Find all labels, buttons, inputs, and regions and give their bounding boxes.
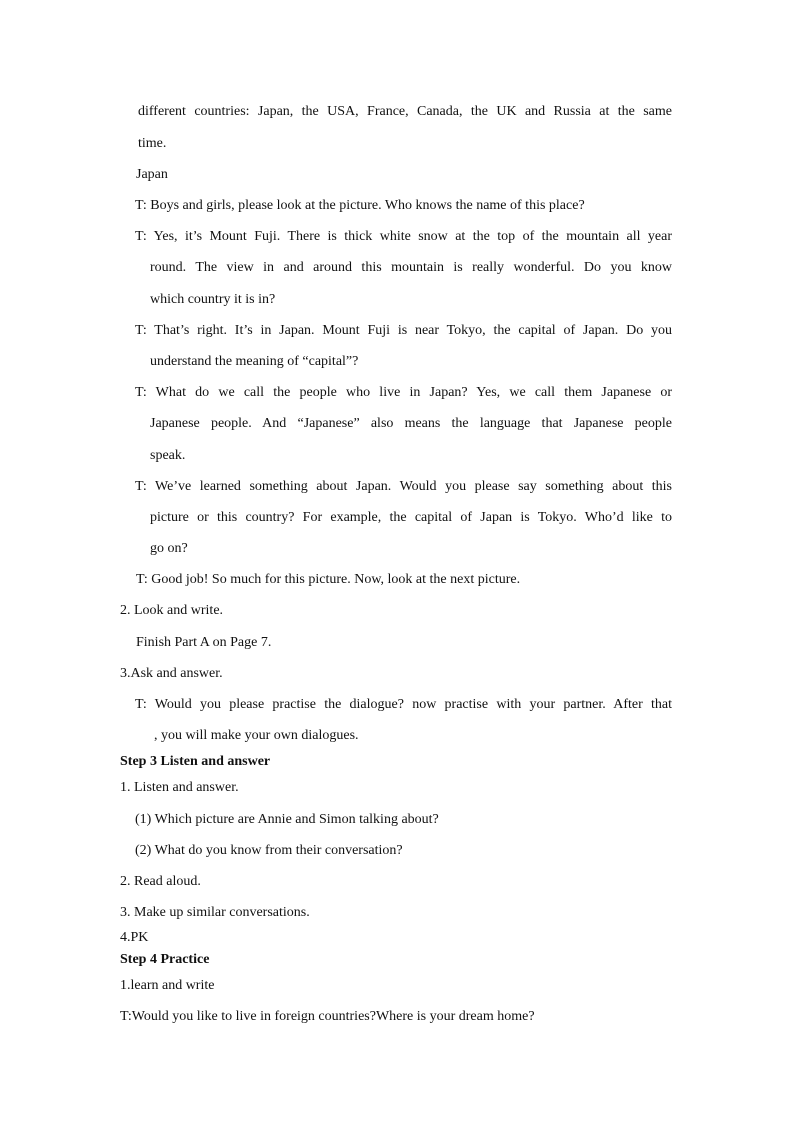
text-line-11: Japanese people. And “Japanese” also means the language that Japanese people <box>150 416 672 431</box>
text-line-18: Finish Part A on Page 7. <box>136 635 272 650</box>
text-line-27: 3. Make up similar conversations. <box>120 905 310 920</box>
section-heading-step-4: Step 4 Practice <box>120 952 210 967</box>
text-line-4: T: Boys and girls, please look at the picture. Who knows the name of this place? <box>135 198 585 213</box>
text-line-10: T: What do we call the people who live in Japan? Yes, we call them Japanese or <box>135 385 672 400</box>
text-line-9: understand the meaning of “capital”? <box>150 354 359 369</box>
text-line-21: , you will make your own dialogues. <box>154 728 359 743</box>
text-line-23: 1. Listen and answer. <box>120 780 239 795</box>
text-line-2: time. <box>138 136 167 151</box>
text-line-15: go on? <box>150 541 188 556</box>
text-line-1: different countries: Japan, the USA, France, Canada, the UK and Russia at the same <box>138 104 672 119</box>
text-line-17: 2. Look and write. <box>120 603 224 618</box>
text-line-19: 3.Ask and answer. <box>120 666 223 681</box>
text-line-28: 4.PK <box>120 930 149 945</box>
text-line-24: (1) Which picture are Annie and Simon talking about? <box>135 812 439 827</box>
text-line-20: T: Would you please practise the dialogue? now practise with your partner. After that <box>135 697 672 712</box>
text-line-3: Japan <box>136 167 168 182</box>
text-line-26: 2. Read aloud. <box>120 874 201 889</box>
text-line-8: T: That’s right. It’s in Japan. Mount Fuji is near Tokyo, the capital of Japan. Do you <box>135 323 672 338</box>
section-heading-step-3: Step 3 Listen and answer <box>120 754 271 769</box>
text-line-13: T: We’ve learned something about Japan. Would you please say something about this <box>135 479 672 494</box>
text-line-16: T: Good job! So much for this picture. Now, look at the next picture. <box>136 572 521 587</box>
text-line-5: T: Yes, it’s Mount Fuji. There is thick white snow at the top of the mountain all year <box>135 229 672 244</box>
text-line-6: round. The view in and around this mountain is really wonderful. Do you know <box>150 260 672 275</box>
text-line-7: which country it is in? <box>150 292 276 307</box>
text-line-30: 1.learn and write <box>120 978 215 993</box>
text-line-12: speak. <box>150 448 186 463</box>
text-line-31: T:Would you like to live in foreign countries?Where is your dream home? <box>120 1009 535 1024</box>
text-line-14: picture or this country? For example, the capital of Japan is Tokyo. Who’d like to <box>150 510 672 525</box>
text-line-25: (2) What do you know from their conversation? <box>135 843 403 858</box>
